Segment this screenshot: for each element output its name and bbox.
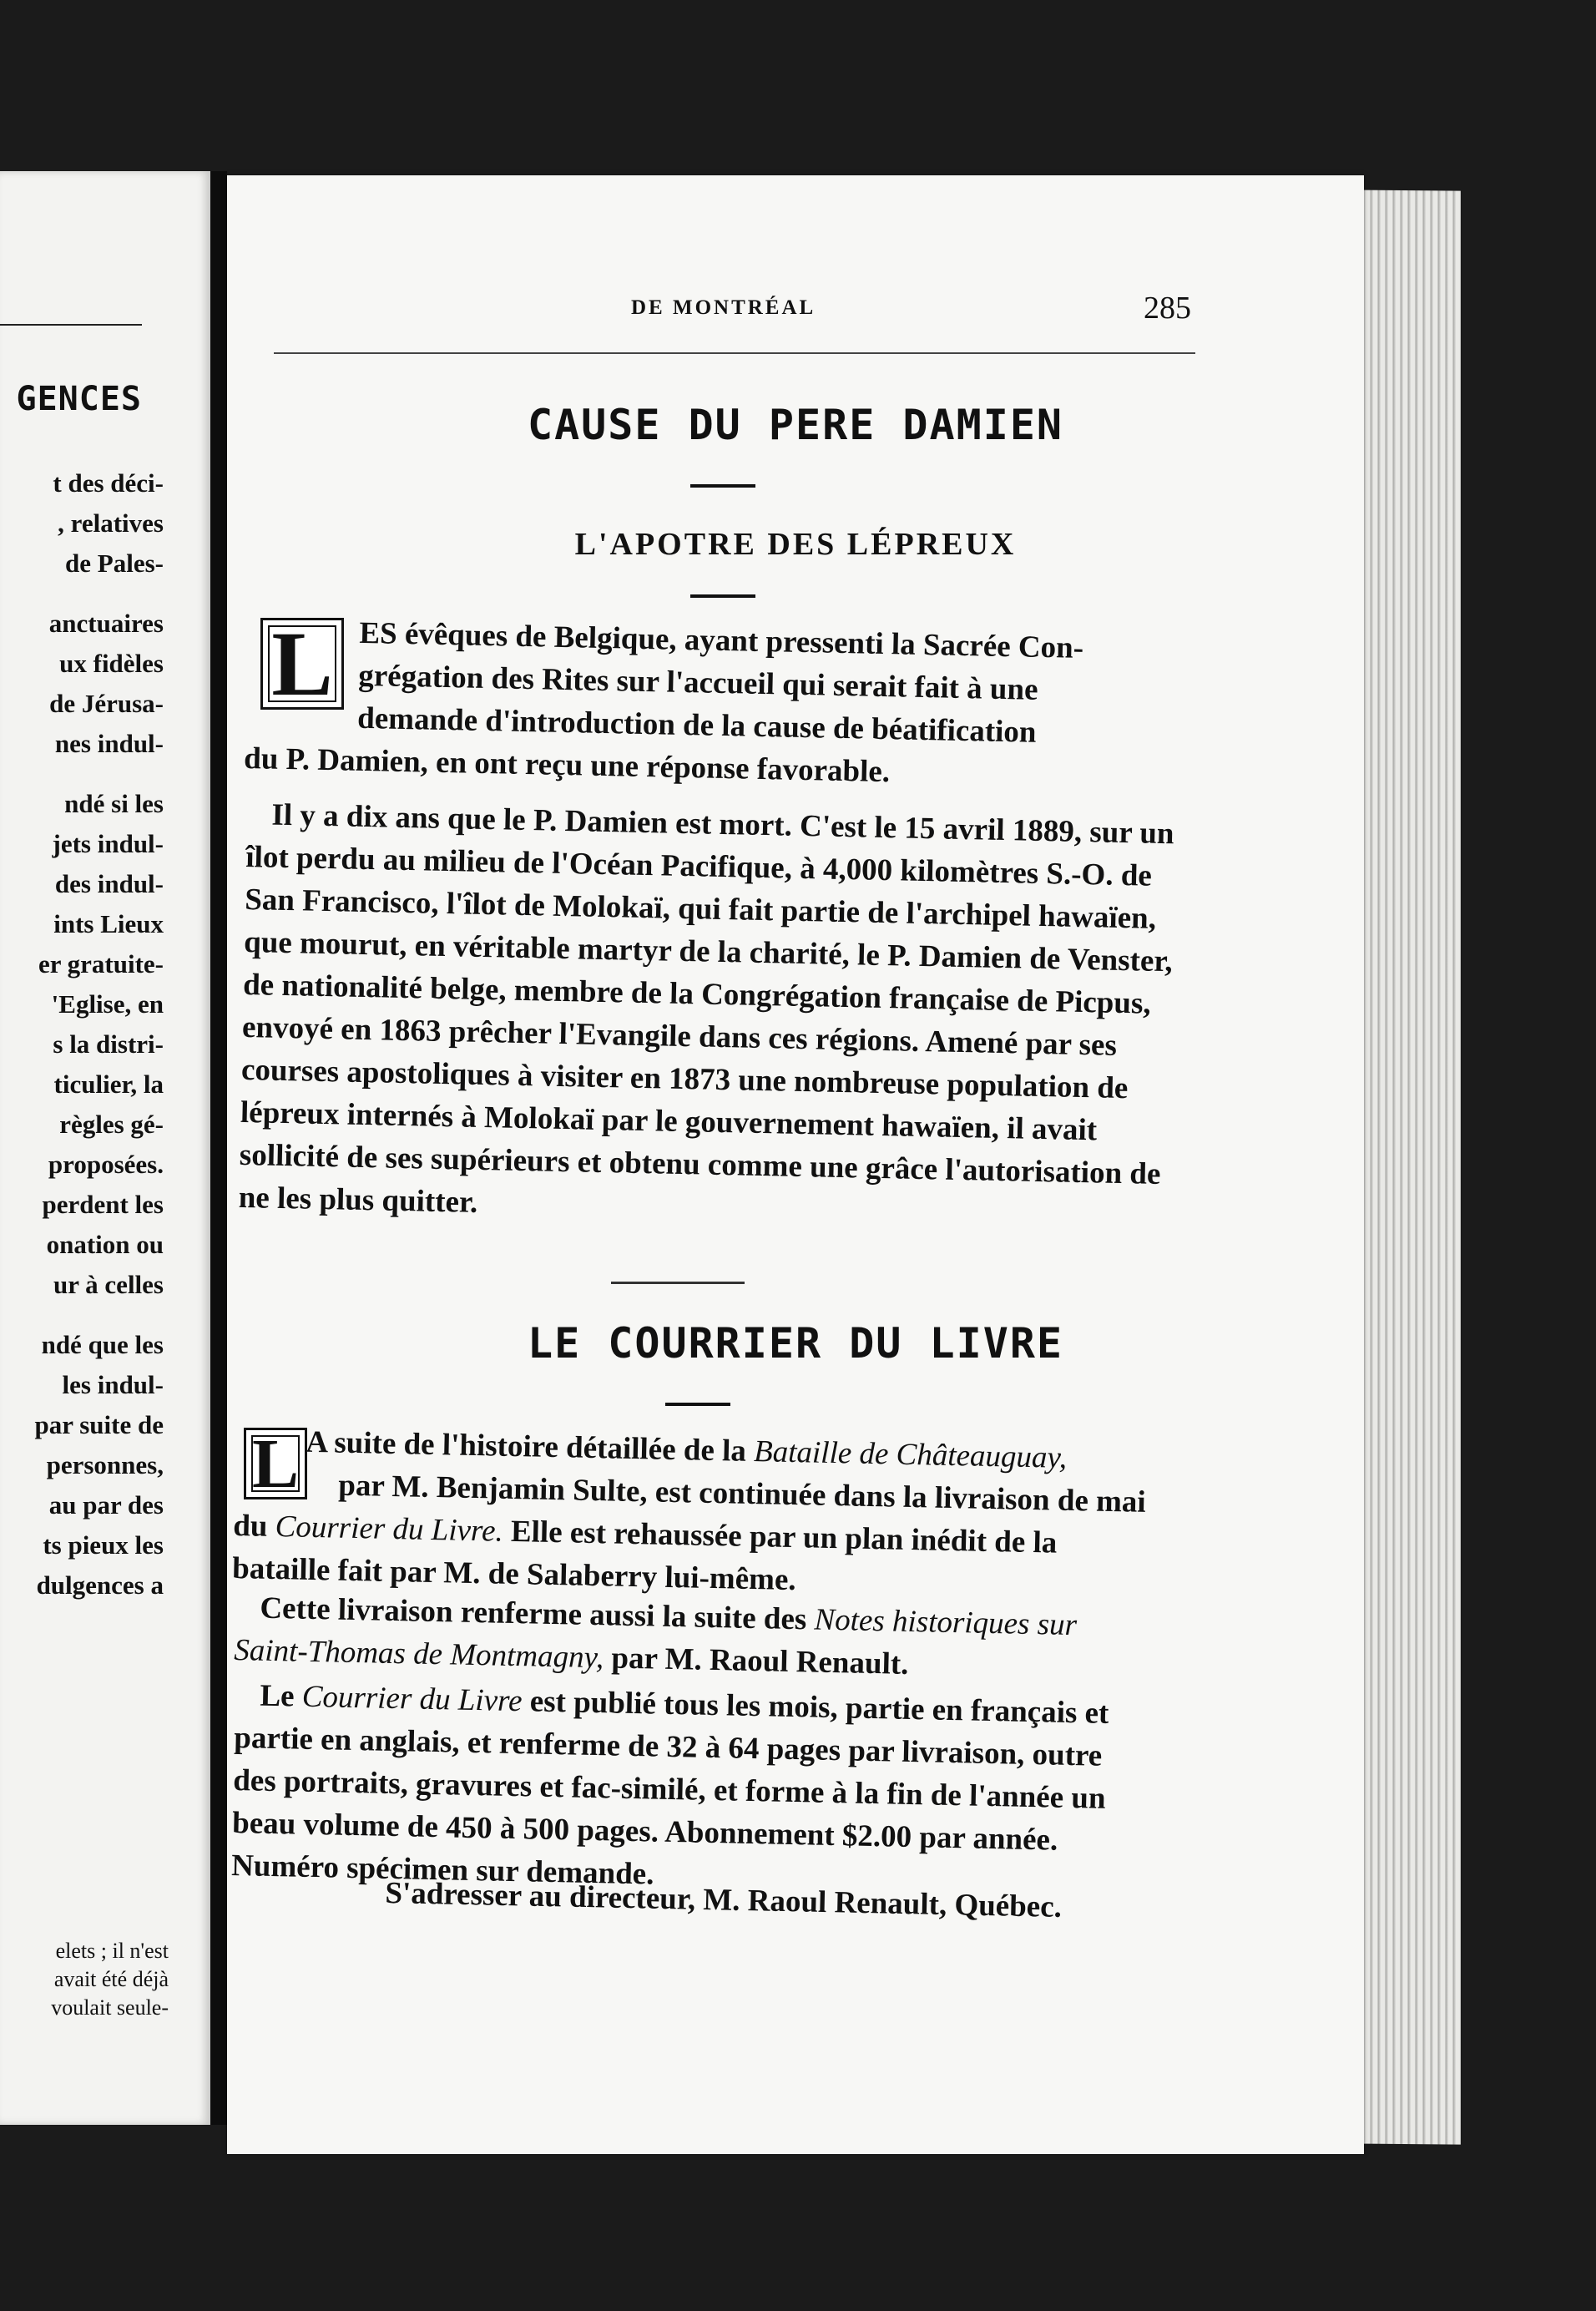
left-page-line: t des déci-	[53, 468, 164, 498]
drop-cap: L	[260, 618, 344, 710]
section-separator	[611, 1282, 745, 1284]
italic-title: Courrier du Livre.	[275, 1509, 504, 1549]
article-paragraph	[231, 1674, 1154, 1906]
italic-title: Courrier du Livre	[301, 1679, 523, 1719]
left-page-line: de Jérusa-	[49, 689, 164, 718]
left-page-note: elets ; il n'est	[55, 1939, 169, 1963]
text-line: du P. Damien, en ont reçu une réponse favorable.	[243, 741, 891, 790]
article-title: CAUSE DU PERE DAMIEN	[527, 401, 1064, 449]
article-paragraph	[238, 793, 1198, 1239]
text-run: est publié tous les mois, partie en français et partie en anglais, et renferme de 32 à 64 pages par livraison, outre des portraits, gravures et fac-similé, et forme à la fin de l'année un beau volume de 450 à 500 pages. Abonnement $2.00 par année. Numéro spécimen sur demande.	[230, 1684, 1109, 1892]
left-page-line	[35, 584, 164, 604]
left-page-notes	[51, 1937, 169, 2022]
text-run: Elle est rehaussée par un plan inédit de la bataille fait par M. de Salaberry lui-même.	[231, 1514, 1058, 1598]
text-run: Cette livraison renferme aussi la suite des	[260, 1590, 815, 1637]
left-page-line: ticulier, la	[53, 1070, 164, 1099]
left-page-line	[35, 764, 164, 784]
left-page-line: ur à celles	[53, 1270, 164, 1299]
left-page-line: ndé que les	[41, 1330, 164, 1359]
left-page-line: nes indul-	[54, 729, 164, 758]
left-page-line: dulgences a	[36, 1570, 164, 1600]
subtitle-rule	[690, 594, 755, 598]
left-page-line: er gratuite-	[38, 949, 164, 979]
left-page	[0, 171, 210, 2125]
italic-title: Notes historiques sur Saint-Thomas de Montmagny,	[233, 1602, 1078, 1676]
text-line: grégation des Rites sur l'accueil qui serait fait à une	[357, 658, 1038, 707]
header-rule	[274, 352, 1195, 354]
left-page-line: au par des	[48, 1490, 164, 1520]
left-page-line: proposées.	[48, 1150, 164, 1179]
page-header	[227, 291, 1364, 330]
article-paragraph	[244, 609, 1199, 800]
left-page-line: ndé si les	[64, 789, 164, 818]
left-page-line: de Pales-	[65, 549, 164, 578]
left-page-line: des indul-	[54, 869, 164, 898]
text-run: A suite de l'histoire détaillée de la	[306, 1424, 755, 1469]
left-page-note: avait été déjà	[53, 1967, 169, 1991]
italic-title: Bataille de Châteauguay,	[753, 1434, 1068, 1475]
left-page-line: , relatives	[58, 508, 164, 538]
text-line: demande d'introduction de la cause de béatification	[356, 700, 1037, 750]
title-rule	[690, 484, 755, 488]
book-gutter	[210, 171, 227, 2125]
page-number: 285	[1144, 291, 1191, 326]
left-page-rule	[0, 324, 142, 326]
article-paragraph	[232, 1419, 1154, 1609]
left-page-line	[35, 1305, 164, 1325]
left-page-line: perdent les	[42, 1190, 164, 1219]
text-run: par M. Benjamin Sulte, est continuée dans la livraison de mai du	[232, 1468, 1147, 1545]
left-page-line: les indul-	[62, 1370, 164, 1399]
paragraph-text: Il y a dix ans que le P. Damien est mort. C'est le 15 avril 1889, sur un îlot perdu au milieu de l'Océan Pacifique, à 4,000 kilomètres S.-O. de San Francisco, l'îlot de Molokaï, qui fait partie de l'archipel hawaïen, que mourut, en véritable martyr de la charité, le P. Damien de Venster, de nationalité belge, membre de la Congrégation française de Picpus, envoyé en 1863 prêcher l'Evangile dans ces régions. Amené par ses courses apostoliques à visiter en 1873 une nombreuse population de lépreux internés à Molokaï par le gouvernement hawaïen, il avait sollicité de ses supérieurs et obtenu comme une grâce l'autorisation de ne les plus quitter.	[238, 797, 1174, 1220]
left-page-line: anctuaires	[48, 609, 164, 638]
article-paragraph	[234, 1586, 1154, 1691]
drop-cap: L	[244, 1428, 307, 1499]
left-page-line: s la distri-	[53, 1029, 164, 1059]
left-page-line: jets indul-	[52, 829, 164, 858]
article-subtitle: L'APOTRE DES LÉPREUX	[574, 527, 1017, 562]
right-page	[227, 175, 1364, 2154]
text-line: ES évêques de Belgique, ayant pressenti la Sacrée Con-	[359, 615, 1084, 665]
left-page-line: ts pieux les	[43, 1530, 164, 1560]
left-page-line: ints Lieux	[53, 909, 164, 938]
left-page-line: onation ou	[46, 1230, 164, 1259]
left-page-text	[35, 463, 164, 1606]
running-head: DE MONTRÉAL	[631, 296, 816, 319]
left-page-line: ux fidèles	[59, 649, 164, 678]
left-page-line: personnes,	[46, 1450, 164, 1479]
left-page-line: 'Eglise, en	[51, 989, 164, 1019]
text-run: par M. Raoul Renault.	[603, 1641, 909, 1681]
left-page-line: règles gé-	[59, 1110, 164, 1139]
title-rule	[665, 1403, 730, 1406]
left-page-line: par suite de	[34, 1410, 164, 1439]
text-run: Le	[260, 1678, 303, 1714]
signoff: S'adresser au directeur, M. Raoul Renault, Québec.	[385, 1875, 1063, 1924]
left-page-heading: GENCES	[16, 380, 142, 418]
article-title: LE COURRIER DU LIVRE	[527, 1319, 1064, 1368]
left-page-note: voulait seule-	[51, 1995, 169, 2020]
